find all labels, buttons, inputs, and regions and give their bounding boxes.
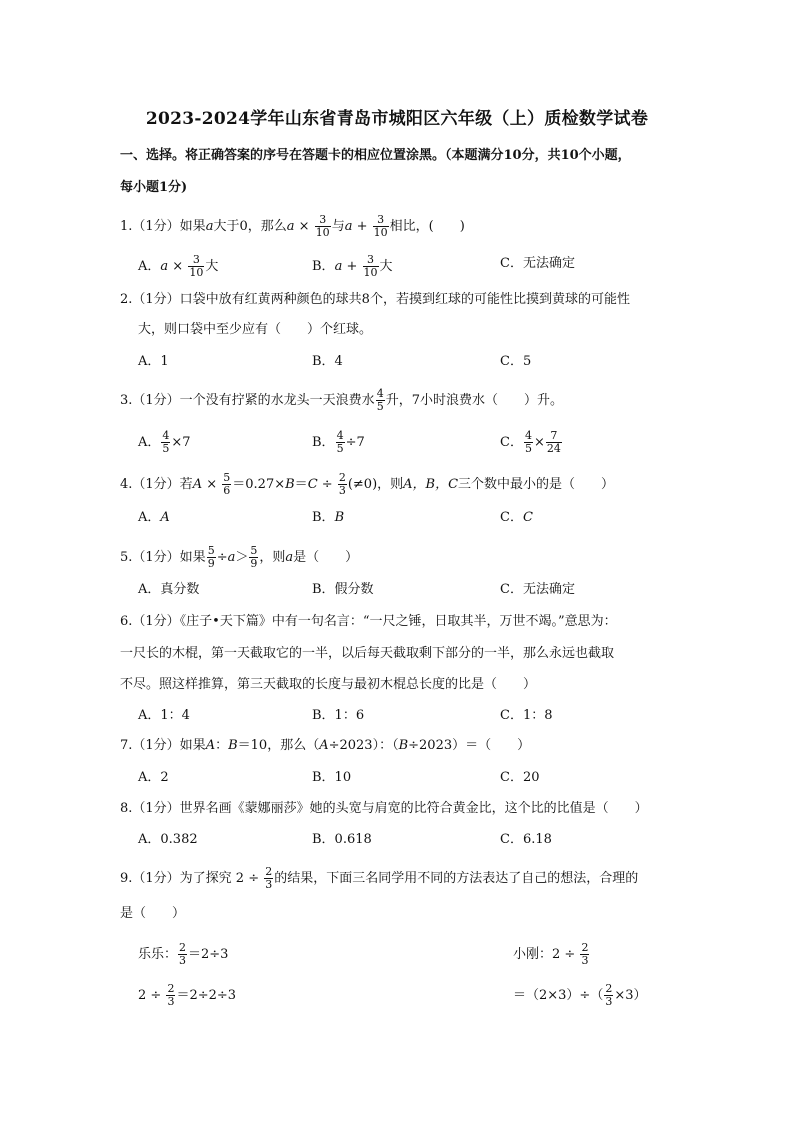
- question-6-line3: 不尽。照这样推算，第三天截取的长度与最初木棍总长度的比是（ ）: [120, 677, 537, 692]
- q9-xiaogang-line1: 小刚：2 ÷ $\frac{2}{3}$: [513, 941, 589, 967]
- q8-option-c[interactable]: C．6.18: [500, 832, 552, 847]
- q5-fraction-2: $\frac{5}{9}$: [250, 544, 258, 570]
- question-1: [120, 214, 465, 239]
- q6-option-c[interactable]: C．1：8: [500, 708, 553, 723]
- q1-option-b[interactable]: B．a + $\frac{3}{10}$ 大: [312, 253, 393, 279]
- q3-option-a[interactable]: A． $\frac{4}{5}$ ×7: [138, 429, 191, 455]
- q1-mid1: 大于0，那么: [213, 219, 287, 234]
- question-7: 7.（1分）如果A：B＝10，那么（A÷2023）：（B÷2023）＝（ ）: [120, 738, 531, 753]
- q1-suffix: 相比，( ): [389, 219, 465, 234]
- question-3: 3.（1分）一个没有拧紧的水龙头一天浪费水 $\frac{4}{5}$ 升，7小时浪费水（ ）升。: [120, 387, 563, 413]
- q5-option-b[interactable]: B．假分数: [312, 582, 374, 597]
- q1-option-a[interactable]: A．a × $\frac{3}{10}$ 大: [138, 253, 219, 279]
- exam-title: 2023-2024学年山东省青岛市城阳区六年级（上）质检数学试卷: [145, 109, 649, 129]
- q5-option-c[interactable]: C．无法确定: [500, 582, 575, 597]
- q2-option-c[interactable]: C．5: [500, 354, 532, 369]
- question-5: 5.（1分）如果 $\frac{5}{9}$ ÷a＞ $\frac{5}{9}$ ，则a是（ ）: [120, 544, 359, 570]
- q1-expr1-a: a: [286, 219, 295, 234]
- question-8: 8.（1分）世界名画《蒙娜丽莎》她的头宽与肩宽的比符合黄金比，这个比的比值是（ ）: [120, 801, 648, 816]
- q3-option-b[interactable]: B． $\frac{4}{5}$ ÷7: [312, 429, 365, 455]
- q1-var-a: a: [205, 219, 214, 234]
- q4-option-a[interactable]: A．A: [138, 510, 170, 525]
- section-heading-line2: 每小题1分): [120, 180, 188, 195]
- q7-option-c[interactable]: C．20: [500, 770, 540, 785]
- question-4: 4.（1分）若A × $\frac{5}{6}$ ＝0.27×B＝C ÷ $\frac{2}{3}$ (≠0)，则A，B，C三个数中最小的是（ ）: [120, 471, 615, 497]
- q3-option-c[interactable]: C． $\frac{4}{5}$ × $\frac{7}{24}$: [500, 429, 561, 455]
- q1-plus: +: [356, 219, 368, 234]
- q5-fraction-1: $\frac{5}{9}$: [207, 544, 215, 570]
- q1-mid2: 与: [331, 219, 345, 234]
- section-heading: [120, 140, 680, 204]
- q1-fraction-a: $\frac{3}{10}$: [315, 213, 330, 239]
- q1-expr2-a: a: [344, 219, 353, 234]
- q1-option-b-fraction: $\frac{3}{10}$: [363, 253, 378, 279]
- question-2-line1: 2.（1分）口袋中放有红黄两种颜色的球共8个，若摸到红球的可能性比摸到黄球的可能性: [120, 292, 630, 307]
- q4-option-c[interactable]: C．C: [500, 510, 533, 525]
- q9-lele-line1: 乐乐： $\frac{2}{3}$ ＝2÷3: [138, 941, 229, 967]
- q4-fraction-1: $\frac{5}{6}$: [223, 471, 231, 497]
- q9-xiaogang-line2: ＝（2×3）÷（ $\frac{2}{3}$ ×3）: [513, 982, 647, 1008]
- question-9-line1: 9.（1分）为了探究 2 ÷ $\frac{2}{3}$ 的结果，下面三名同学用不同的方法表达了自己的想法，合理的: [120, 865, 639, 891]
- q1-option-c[interactable]: C．无法确定: [500, 256, 575, 271]
- q3-fraction: $\frac{4}{5}$: [376, 387, 384, 413]
- question-2-line2: 大，则口袋中至少应有（ ）个红球。: [138, 322, 373, 337]
- section-heading-line1: 一、选择。将正确答案的序号在答题卡的相应位置涂黑。（本题满分10分，共10个小题，: [120, 148, 631, 163]
- q2-option-b[interactable]: B．4: [312, 354, 343, 369]
- q1-fraction-b: $\frac{3}{10}$: [373, 213, 388, 239]
- q4-option-b[interactable]: B．B: [312, 510, 345, 525]
- q4-fraction-2: $\frac{2}{3}$: [338, 471, 346, 497]
- q8-option-b[interactable]: B．0.618: [312, 832, 372, 847]
- question-6-line1: 6.（1分）《庄子•天下篇》中有一句名言：“一尺之锤，日取其半，万世不竭。”意思为：: [120, 614, 617, 629]
- q9-fraction: $\frac{2}{3}$: [265, 865, 273, 891]
- q5-option-a[interactable]: A．真分数: [138, 582, 200, 597]
- q9-lele-line2: 2 ÷ $\frac{2}{3}$ ＝2÷2÷3: [138, 982, 237, 1008]
- question-9-line2: 是（ ）: [120, 906, 186, 921]
- q6-option-a[interactable]: A．1：4: [138, 708, 190, 723]
- q2-option-a[interactable]: A．1: [138, 354, 169, 369]
- q1-times: ×: [298, 219, 310, 234]
- q7-option-a[interactable]: A．2: [138, 770, 169, 785]
- q6-option-b[interactable]: B．1：6: [312, 708, 365, 723]
- q1-prefix: 1.（1分）如果: [120, 219, 206, 234]
- question-6-line2: 一尺长的木棍，第一天截取它的一半，以后每天截取剩下部分的一半，那么永远也截取: [120, 646, 615, 661]
- q8-option-a[interactable]: A．0.382: [138, 832, 198, 847]
- q7-option-b[interactable]: B．10: [312, 770, 352, 785]
- q1-option-a-fraction: $\frac{3}{10}$: [189, 253, 204, 279]
